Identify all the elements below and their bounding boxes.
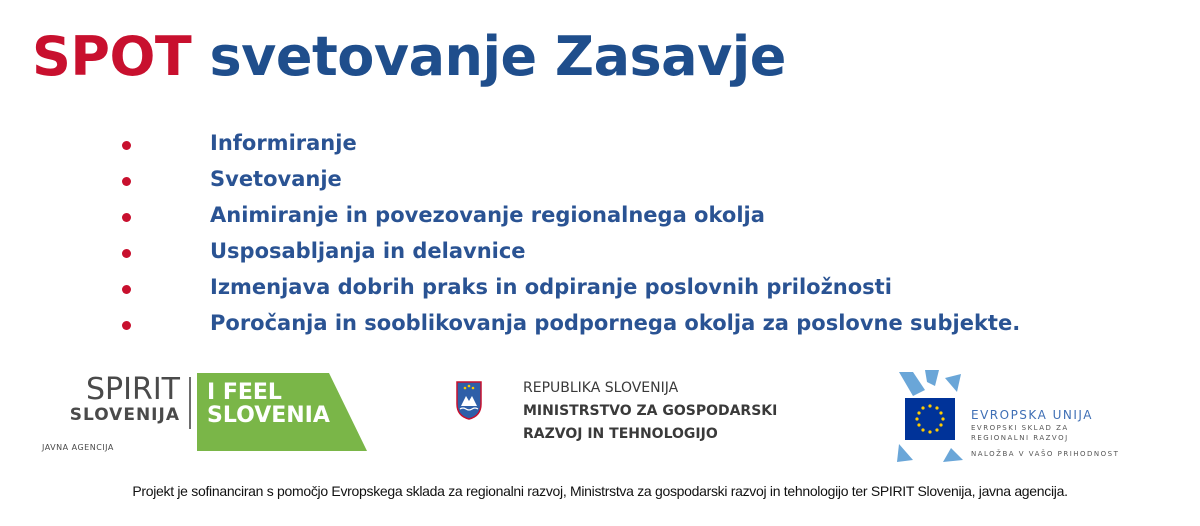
i-feel-slovenia-badge: [197, 373, 367, 451]
slovenia-crest-icon: [455, 380, 483, 420]
eu-line3: REGIONALNI RAZVOJ: [971, 434, 1069, 442]
bullet-dot-icon: [122, 249, 131, 258]
bullet-text: Svetovanje: [210, 167, 342, 191]
ministry-line2: MINISTRSTVO ZA GOSPODARSKI: [523, 403, 778, 419]
bullet-text: Izmenjava dobrih praks in odpiranje poslovnih priložnosti: [210, 275, 892, 299]
spirit-subtitle: JAVNA AGENCIJA: [42, 443, 114, 452]
list-item: [0, 200, 1200, 236]
list-item: [0, 164, 1200, 200]
list-item: [0, 236, 1200, 272]
page-title: [32, 25, 786, 88]
bullet-dot-icon: [122, 285, 131, 294]
i-feel-slovenia-text: [207, 381, 330, 427]
eu-line2: EVROPSKI SKLAD ZA: [971, 424, 1069, 432]
eu-line1: EVROPSKA UNIJA: [971, 408, 1093, 422]
bullet-dot-icon: [122, 141, 131, 150]
ministry-line1: REPUBLIKA SLOVENIJA: [523, 380, 679, 396]
spirit-slovenia-logo: [40, 373, 360, 463]
bullet-dot-icon: [122, 321, 131, 330]
spirit-divider: [189, 377, 191, 429]
bullet-dot-icon: [122, 213, 131, 222]
i-feel-line1: I FEEL: [207, 380, 282, 405]
bullet-text: Animiranje in povezovanje regionalnega okolja: [210, 203, 765, 227]
ministry-line3: RAZVOJ IN TEHNOLOGIJO: [523, 426, 718, 442]
i-feel-line2: SLOVENIA: [207, 403, 330, 429]
ministry-logo: [455, 376, 815, 456]
bullet-text: Informiranje: [210, 131, 357, 155]
eu-flag-icon: [895, 368, 965, 464]
bullet-dot-icon: [122, 177, 131, 186]
bullet-text: Poročanja in sooblikovanja podpornega okolja za poslovne subjekte.: [210, 311, 1021, 335]
footer-note: Projekt je sofinanciran s pomočjo Evropskega sklada za regionalni razvoj, Ministrstva za gospodarski razvoj in tehnologijo ter SPIRIT Slovenija, javna agencija.: [132, 483, 1068, 499]
eu-erdf-logo: [895, 368, 1175, 468]
list-item: [0, 272, 1200, 308]
bullet-text: Usposabljanja in delavnice: [210, 239, 526, 263]
eu-line4: NALOŽBA V VAŠO PRIHODNOST: [971, 450, 1120, 458]
title-spot: SPOT: [32, 25, 192, 88]
title-rest: svetovanje Zasavje: [209, 25, 786, 88]
list-item: [0, 128, 1200, 164]
list-item: [0, 308, 1200, 344]
spirit-line1: SPIRIT: [86, 372, 180, 407]
spirit-line2: SLOVENIJA: [69, 405, 180, 425]
